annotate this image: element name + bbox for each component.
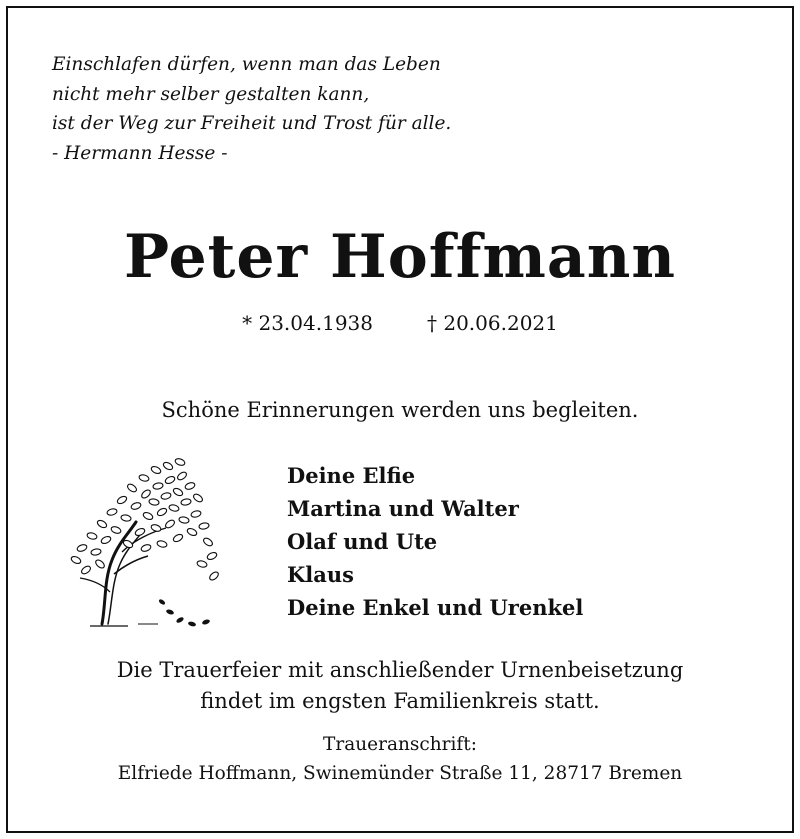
- quote-line: nicht mehr selber gestalten kann,: [52, 83, 370, 105]
- quote-author: - Hermann Hesse -: [52, 142, 228, 164]
- quote-line: ist der Weg zur Freiheit und Trost für alle.: [52, 113, 452, 134]
- mourning-address: [0, 730, 800, 788]
- windblown-tree-icon: [62, 452, 222, 634]
- life-dates: [0, 309, 800, 337]
- quote-line: Einschlafen dürfen, wenn man das Leben: [52, 54, 441, 75]
- ceremony-line: findet im engsten Familienkreis statt.: [200, 689, 600, 713]
- family-member: Deine Enkel und Urenkel: [287, 595, 584, 620]
- death-date: † 20.06.2021: [427, 311, 558, 335]
- poem-quote: [52, 50, 451, 168]
- deceased-name: Peter Hoffmann: [123, 222, 676, 292]
- family-member: Martina und Walter: [287, 496, 519, 521]
- address-label: Traueranschrift:: [323, 734, 477, 755]
- family-member: Deine Elfie: [287, 463, 416, 488]
- ceremony-notice: [0, 655, 800, 717]
- address-value: Elfriede Hoffmann, Swinemünder Straße 11, 28717 Bremen: [117, 763, 683, 784]
- birth-date: * 23.04.1938: [242, 311, 373, 335]
- ceremony-line: Die Trauerfeier mit anschließender Urnenbeisetzung: [116, 658, 684, 682]
- family-list: [287, 459, 583, 624]
- family-member: Klaus: [287, 562, 354, 587]
- memorial-motto: Schöne Erinnerungen werden uns begleiten.: [161, 398, 639, 422]
- family-member: Olaf und Ute: [287, 529, 438, 554]
